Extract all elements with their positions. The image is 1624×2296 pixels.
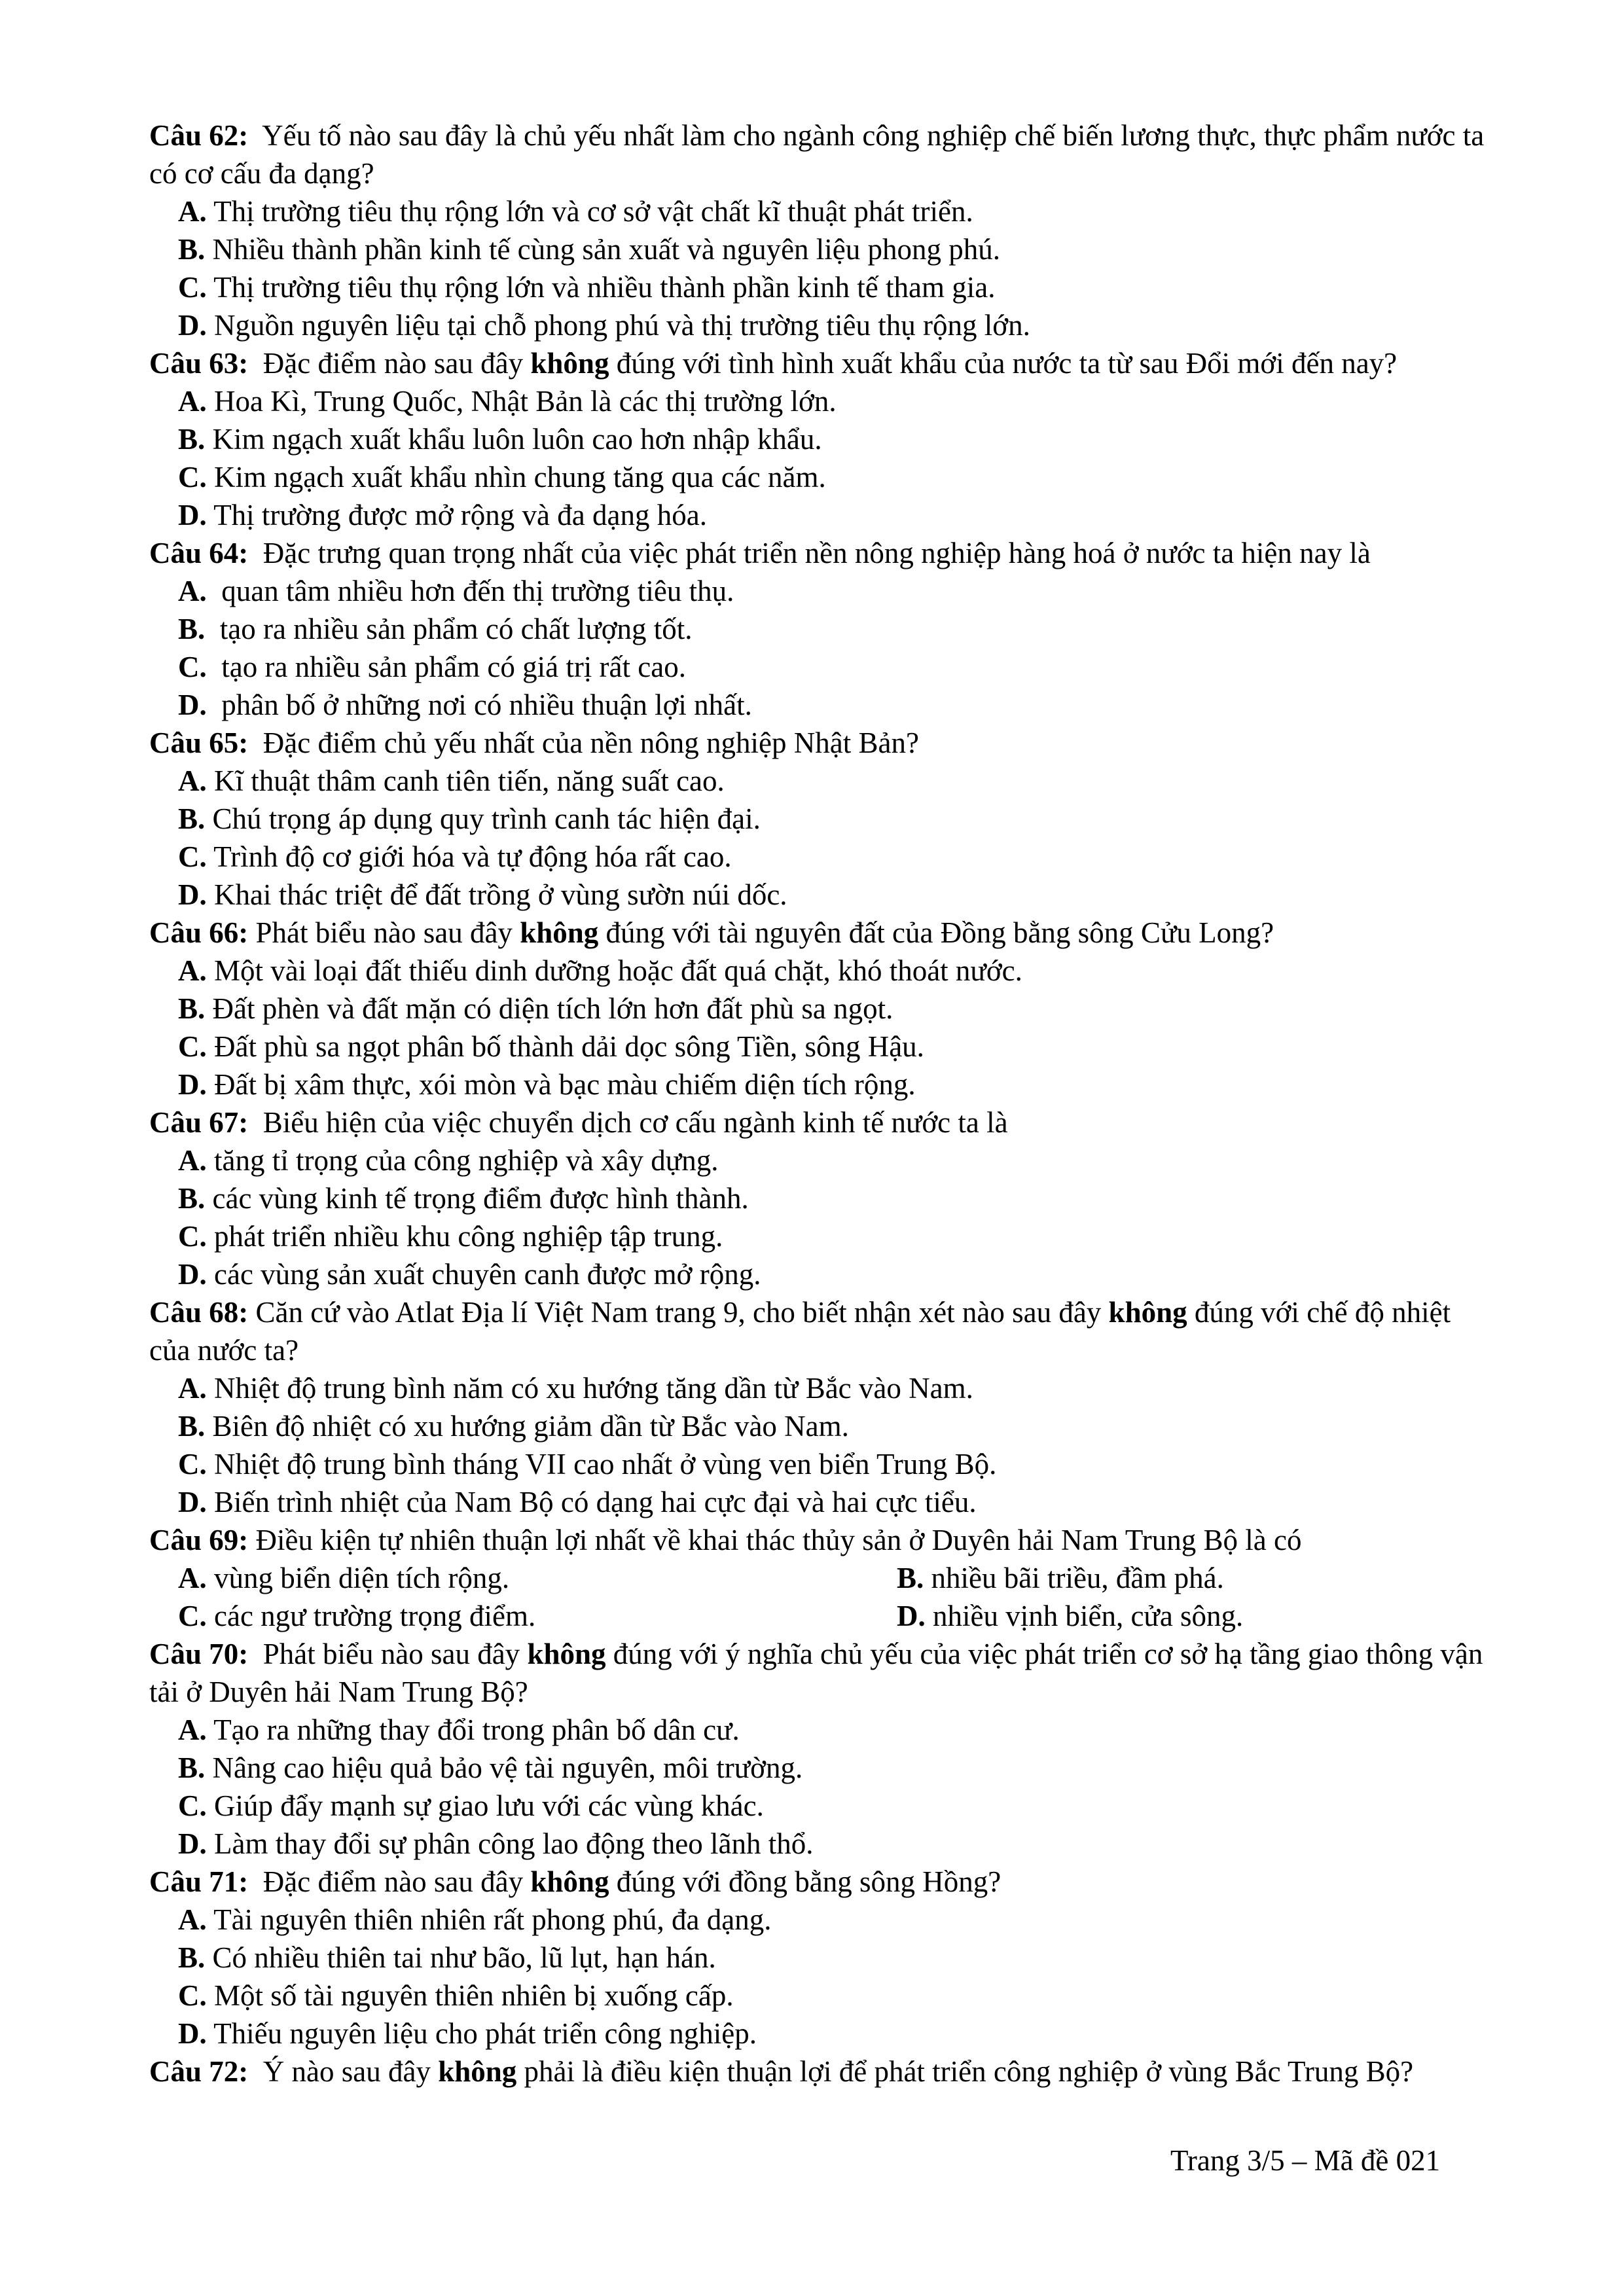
option-key: A. (178, 1372, 207, 1405)
question-64 (149, 534, 1491, 572)
option-text: Tài nguyên thiên nhiên rất phong phú, đa dạng. (213, 1903, 772, 1936)
option-key: A. (178, 954, 207, 987)
option-text: phát triển nhiều khu công nghiệp tập trung. (214, 1220, 723, 1253)
page-footer: Trang 3/5 – Mã đề 021 (1170, 2144, 1441, 2177)
option-key: A. (178, 385, 207, 418)
emphasis-text: không (530, 347, 609, 380)
option-text: Kim ngạch xuất khẩu nhìn chung tăng qua các năm. (214, 461, 826, 493)
option-text: Khai thác triệt để đất trồng ở vùng sườn núi dốc. (214, 878, 787, 911)
option-text: tăng tỉ trọng của công nghiệp và xây dựng. (214, 1144, 719, 1177)
option-text: Nhiệt độ trung bình tháng VII cao nhất ở vùng ven biển Trung Bộ. (214, 1448, 997, 1480)
question-text: Đặc trưng quan trọng nhất của việc phát triển nền nông nghiệp hàng hoá ở nước ta hiện nay là (262, 537, 1371, 569)
option-key: C. (178, 1030, 207, 1063)
option-text: nhiều vịnh biển, cửa sông. (933, 1600, 1244, 1632)
option-64-d (178, 686, 1487, 724)
option-66-c (178, 1028, 1487, 1066)
emphasis-text: không (527, 1638, 606, 1670)
option-key: D. (178, 689, 207, 721)
option-text: Đất phèn và đất mặn có diện tích lớn hơn đất phù sa ngọt. (212, 992, 893, 1025)
option-key: A. (178, 1144, 207, 1177)
option-key: B. (178, 233, 206, 266)
option-63-d (178, 496, 1487, 534)
option-text: Biên độ nhiệt có xu hướng giảm dần từ Bắc vào Nam. (212, 1410, 849, 1443)
question-text: Căn cứ vào Atlat Địa lí Việt Nam trang 9, cho biết nhận xét nào sau đây (255, 1296, 1102, 1329)
question-72 (149, 2053, 1491, 2090)
option-key: B. (178, 992, 206, 1025)
option-key: D. (178, 1068, 207, 1101)
option-69-b (897, 1559, 1486, 1597)
option-key: A. (178, 1903, 207, 1936)
option-text: Đất bị xâm thực, xói mòn và bạc màu chiếm diện tích rộng. (214, 1068, 916, 1101)
option-text: Chú trọng áp dụng quy trình canh tác hiện đại. (212, 802, 761, 835)
option-text: Kim ngạch xuất khẩu luôn luôn cao hơn nhập khẩu. (212, 423, 822, 456)
option-64-a (178, 572, 1487, 610)
option-key: B. (178, 423, 206, 456)
option-70-b (178, 1749, 1487, 1787)
option-63-a (178, 382, 1487, 420)
option-70-a (178, 1711, 1487, 1749)
option-text: Nhiều thành phần kinh tế cùng sản xuất và nguyên liệu phong phú. (212, 233, 1001, 266)
option-text: Thị trường tiêu thụ rộng lớn và cơ sở vật chất kĩ thuật phát triển. (213, 195, 973, 228)
question-number: Câu 62: (149, 119, 249, 152)
option-text: Kĩ thuật thâm canh tiên tiến, năng suất cao. (214, 764, 725, 797)
option-63-c (178, 458, 1487, 496)
option-text: Một vài loại đất thiếu dinh dưỡng hoặc đất quá chặt, khó thoát nước. (214, 954, 1022, 987)
option-62-c (178, 268, 1487, 306)
option-66-a (178, 952, 1487, 990)
question-text: Đặc điểm nào sau đây (262, 347, 524, 380)
option-70-d (178, 1825, 1487, 1863)
option-key: D. (178, 309, 207, 342)
option-65-c (178, 838, 1487, 876)
option-text: Thiếu nguyên liệu cho phát triển công nghiệp. (213, 2017, 757, 2050)
question-text: Biểu hiện của việc chuyển dịch cơ cấu ngành kinh tế nước ta là (262, 1106, 1008, 1139)
option-text: tạo ra nhiều sản phẩm có chất lượng tốt. (219, 613, 693, 645)
option-67-d (178, 1255, 1487, 1293)
option-key: C. (178, 271, 207, 304)
option-62-a (178, 192, 1487, 230)
question-number: Câu 71: (149, 1865, 249, 1898)
option-key: B. (178, 802, 206, 835)
option-key: B. (178, 1410, 206, 1443)
option-key: D. (178, 1827, 207, 1860)
question-text: Phát biểu nào sau đây (255, 916, 513, 949)
option-text: Nguồn nguyên liệu tại chỗ phong phú và thị trường tiêu thụ rộng lớn. (214, 309, 1030, 342)
option-70-c (178, 1787, 1487, 1825)
option-key: C. (178, 1600, 207, 1632)
option-65-a (178, 762, 1487, 800)
option-63-b (178, 420, 1487, 458)
option-key: C. (178, 840, 207, 873)
option-71-b (178, 1939, 1487, 1977)
option-68-c (178, 1445, 1487, 1483)
question-text-continued: đúng với chế độ nhiệt của nước ta? (149, 1296, 1451, 1367)
option-65-d (178, 876, 1487, 914)
question-text-continued: đúng với đồng bằng sông Hồng? (616, 1865, 1001, 1898)
option-key: C. (178, 651, 207, 683)
question-number: Câu 64: (149, 537, 249, 569)
option-text: Trình độ cơ giới hóa và tự động hóa rất cao. (213, 840, 732, 873)
question-71 (149, 1863, 1491, 1901)
option-key: D. (178, 2017, 207, 2050)
option-text: Tạo ra những thay đổi trong phân bố dân cư. (213, 1713, 740, 1746)
question-text: Phát biểu nào sau đây (262, 1638, 520, 1670)
question-text-continued: đúng với tình hình xuất khẩu của nước ta từ sau Đổi mới đến nay? (616, 347, 1398, 380)
emphasis-text: không (530, 1865, 609, 1898)
option-text: Có nhiều thiên tai như bão, lũ lụt, hạn hán. (212, 1941, 716, 1974)
option-key: B. (897, 1562, 924, 1594)
option-62-d (178, 306, 1487, 344)
question-text-continued: phải là điều kiện thuận lợi để phát triển công nghiệp ở vùng Bắc Trung Bộ? (524, 2055, 1414, 2088)
question-70 (149, 1635, 1491, 1711)
question-number: Câu 72: (149, 2055, 249, 2088)
option-text: các vùng sản xuất chuyên canh được mở rộng. (214, 1258, 761, 1291)
option-67-b (178, 1179, 1487, 1217)
option-key: C. (178, 1220, 207, 1253)
option-text: các ngư trường trọng điểm. (214, 1600, 536, 1632)
option-text: Biến trình nhiệt của Nam Bộ có dạng hai cực đại và hai cực tiểu. (214, 1486, 977, 1518)
option-key: B. (178, 1941, 206, 1974)
question-69 (149, 1521, 1491, 1559)
question-number: Câu 66: (149, 916, 249, 949)
option-key: C. (178, 1789, 207, 1822)
option-key: D. (897, 1600, 926, 1632)
question-number: Câu 67: (149, 1106, 249, 1139)
option-text: phân bố ở những nơi có nhiều thuận lợi nhất. (221, 689, 752, 721)
option-key: B. (178, 1182, 206, 1215)
option-text: các vùng kinh tế trọng điểm được hình thành. (212, 1182, 749, 1215)
option-key: A. (178, 764, 207, 797)
option-68-d (178, 1483, 1487, 1521)
option-66-b (178, 990, 1487, 1028)
question-text: Yếu tố nào sau đây là chủ yếu nhất làm cho ngành công nghiệp chế biến lương thực, thực phẩm nước ta có cơ cấu đa dạng? (149, 119, 1485, 190)
question-text-continued: đúng với ý nghĩa chủ yếu của việc phát triển cơ sở hạ tầng giao thông vận tải ở Duyên hải Nam Trung Bộ? (149, 1638, 1483, 1708)
option-67-a (178, 1141, 1487, 1179)
option-text: vùng biển diện tích rộng. (214, 1562, 510, 1594)
question-number: Câu 70: (149, 1638, 249, 1670)
option-71-a (178, 1901, 1487, 1939)
question-65 (149, 724, 1491, 762)
option-text: Hoa Kì, Trung Quốc, Nhật Bản là các thị trường lớn. (214, 385, 837, 418)
option-key: C. (178, 1448, 207, 1480)
option-71-d (178, 2015, 1487, 2053)
option-key: D. (178, 878, 207, 911)
option-key: B. (178, 1751, 206, 1784)
option-69-d (897, 1597, 1486, 1635)
question-63 (149, 344, 1491, 382)
option-key: B. (178, 613, 206, 645)
option-text: Đất phù sa ngọt phân bố thành dải dọc sông Tiền, sông Hậu. (214, 1030, 924, 1063)
option-text: Nhiệt độ trung bình năm có xu hướng tăng dần từ Bắc vào Nam. (214, 1372, 973, 1405)
option-key: A. (178, 195, 207, 228)
question-text-continued: đúng với tài nguyên đất của Đồng bằng sông Cửu Long? (605, 916, 1274, 949)
option-67-c (178, 1217, 1487, 1255)
question-68 (149, 1293, 1491, 1369)
option-text: Thị trường được mở rộng và đa dạng hóa. (213, 499, 707, 531)
question-66 (149, 914, 1491, 952)
option-68-b (178, 1407, 1487, 1445)
question-text: Đặc điểm nào sau đây (262, 1865, 524, 1898)
option-key: D. (178, 1258, 207, 1291)
emphasis-text: không (520, 916, 599, 949)
option-key: C. (178, 461, 207, 493)
option-text: Một số tài nguyên thiên nhiên bị xuống cấp. (214, 1979, 734, 2012)
option-62-b (178, 230, 1487, 268)
question-62 (149, 117, 1491, 192)
option-text: nhiều bãi triều, đầm phá. (931, 1562, 1224, 1594)
option-key: C. (178, 1979, 207, 2012)
option-65-b (178, 800, 1487, 838)
option-64-c (178, 648, 1487, 686)
option-64-b (178, 610, 1487, 648)
question-67 (149, 1103, 1491, 1141)
option-text: Thị trường tiêu thụ rộng lớn và nhiều thành phần kinh tế tham gia. (213, 271, 996, 304)
question-text: Ý nào sau đây (262, 2055, 431, 2088)
question-text: Điều kiện tự nhiên thuận lợi nhất về khai thác thủy sản ở Duyên hải Nam Trung Bộ là có (255, 1524, 1302, 1556)
question-number: Câu 65: (149, 726, 249, 759)
option-key: D. (178, 499, 207, 531)
option-68-a (178, 1369, 1487, 1407)
question-number: Câu 68: (149, 1296, 249, 1329)
option-text: Làm thay đổi sự phân công lao động theo lãnh thổ. (214, 1827, 814, 1860)
question-number: Câu 69: (149, 1524, 249, 1556)
option-text: Nâng cao hiệu quả bảo vệ tài nguyên, môi trường. (212, 1751, 803, 1784)
option-key: A. (178, 1562, 207, 1594)
question-number: Câu 63: (149, 347, 249, 380)
question-text: Đặc điểm chủ yếu nhất của nền nông nghiệp Nhật Bản? (262, 726, 919, 759)
option-text: Giúp đẩy mạnh sự giao lưu với các vùng khác. (214, 1789, 764, 1822)
option-key: A. (178, 1713, 207, 1746)
option-66-d (178, 1066, 1487, 1103)
emphasis-text: không (438, 2055, 517, 2088)
option-key: A. (178, 575, 207, 607)
option-key: D. (178, 1486, 207, 1518)
option-71-c (178, 1977, 1487, 2015)
option-text: tạo ra nhiều sản phẩm có giá trị rất cao. (221, 651, 686, 683)
emphasis-text: không (1108, 1296, 1187, 1329)
option-text: quan tâm nhiều hơn đến thị trường tiêu thụ. (221, 575, 734, 607)
